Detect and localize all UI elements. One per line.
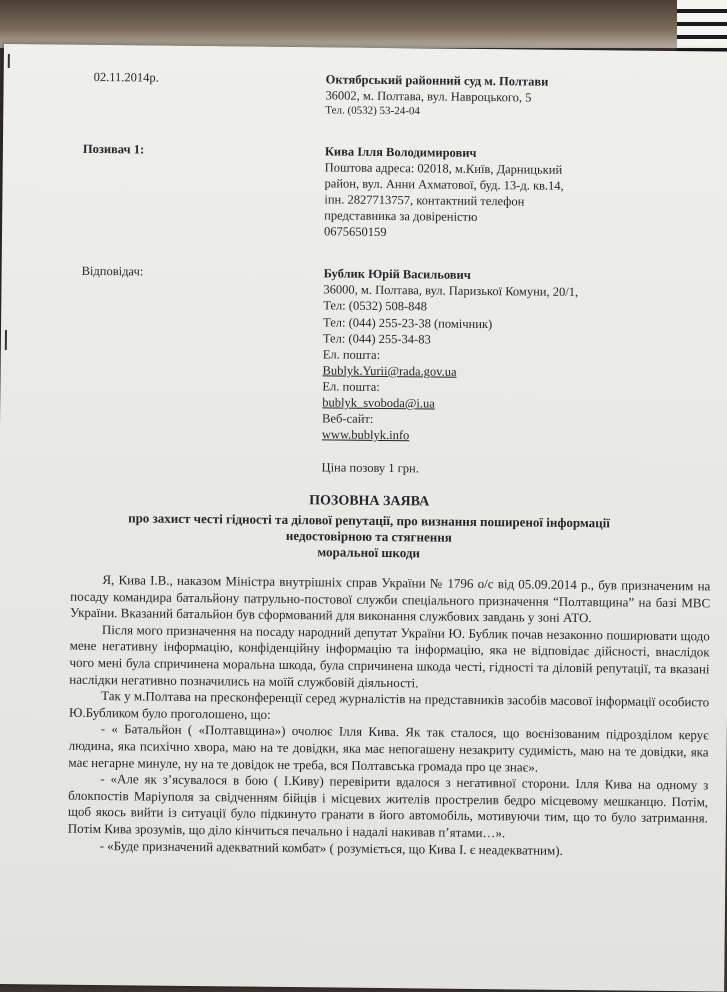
court-name: Октябрський районний суд м. Полтави <box>325 72 549 89</box>
body-paragraph: Так у м.Полтава на пресконференції серед журналістів на представників засобів масової інформації особисто Ю.Бубликом було проголошено, що: <box>68 688 710 722</box>
email-link[interactable]: bublyk_svoboda@i.ua <box>322 395 435 411</box>
plaintiff-detail: Поштова адреса: 02018, м.Київ, Дарницький <box>324 160 563 177</box>
court-phone: Тел. (0532) 53-24-04 <box>325 104 420 118</box>
body-quote: - « Батальйон ( «Полтавщина») очолює Ілля Кива. Як так сталося, що воєнізованим підрозділом керує людина, яка психічно хвора, маю на те довідки, яка має непогашену незакриту судимість, маю на те довідки, яка має негарне минуле, ну на те довідок не треба, вся Полтавська громада про це знає». <box>68 721 709 775</box>
body-paragraph: Після мого призначення на посаду народний депутат України Ю. Бублик почав незаконно поширювати щодо мене негативну інформацію, конфіденційну інформацію та інформацію, яка не відповідає дійсності, внаслідок чого мені була спричинена моральна шкода, була спричинена шкода честі, гідності та діловій репутації, та вказані наслідки негативно позначились на моїй службовій діяльності. <box>69 621 710 690</box>
desk-background <box>0 0 727 48</box>
defendant-address: 36000, м. Полтава, вул. Паризької Комуни, 20/1, <box>323 282 579 300</box>
margin-mark <box>8 54 10 68</box>
document-body <box>68 572 711 861</box>
body-paragraph: Я, Кива І.В., наказом Міністра внутрішніх справ України № 1796 о/с від 05.09.2014 р., був призначеним на посаду командира батальйону патрульно-постової служби спеціального призначення “Полтавщина” на базі МВС України. Вказаний батальйон був сформований для виконання службових завдань у зоні АТО. <box>69 572 711 626</box>
defendant-tel: Тел: (044) 255-23-38 (помічник) <box>323 315 493 332</box>
plaintiff-name: Кива Ілля Володимирович <box>324 144 477 160</box>
plaintiff-detail: іпн. 2827713757, контактний телефон <box>324 192 525 209</box>
plaintiff-phone: 0675650159 <box>323 224 387 240</box>
defendant-label: Відповідач: <box>81 263 144 279</box>
email-link[interactable]: Bublyk.Yurii@rada.gov.ua <box>322 363 457 379</box>
defendant-tel: Тел: (0532) 508-848 <box>323 298 428 314</box>
claim-price: Ціна позову 1 грн. <box>321 460 419 476</box>
document-subtitle: моральної шкоди <box>317 544 421 561</box>
plaintiff-detail: представника за довіреністю <box>324 208 478 224</box>
document-subtitle: про захист честі гідності та ділової репутації, про визнання поширеної інформації <box>128 510 611 531</box>
plaintiff-label: Позивач 1: <box>82 141 145 157</box>
email-label: Ел. пошта: <box>322 379 380 394</box>
defendant-name: Бублик Юрій Васильович <box>323 266 471 282</box>
document-title: ПОЗОВНА ЗАЯВА <box>309 493 430 510</box>
margin-mark <box>5 330 7 350</box>
document-page <box>0 44 727 992</box>
court-address: 36002, м. Полтава, вул. Навроцького, 5 <box>325 88 532 105</box>
website-link[interactable]: www.bublyk.info <box>321 427 410 443</box>
document-date: 02.11.2014р. <box>93 69 159 85</box>
body-quote: - «Буде призначений адекватний комбат» ( розуміється, що Кива І. є неадекватним). <box>99 837 563 858</box>
plaintiff-detail: район, вул. Анни Ахматової, буд. 13-д. кв.14, <box>324 176 564 193</box>
body-quote: - «Але як з’ясувалося в бою ( І.Киву) перевірити вдалося з негативної сторони. Ілля Кива на одному з блокпостів Маріуполя за свідченням бійців і місцевих жителів прострелив бедро місцевому мешканцю. Потім, щоб якось вийти із ситуації було підкинуто гранати в його автомобіль, мотивуючи тим, що то було затримання. Потім Кива зрозумів, що діло кінчиться печально і надалі накивав п’ятами…». <box>67 771 709 841</box>
email-label: Ел. пошта: <box>322 347 381 362</box>
document-subtitle: недостовірною та стягнення <box>285 527 452 545</box>
web-label: Веб-сайт: <box>322 411 374 426</box>
defendant-tel: Тел: (044) 255-34-83 <box>322 331 431 347</box>
